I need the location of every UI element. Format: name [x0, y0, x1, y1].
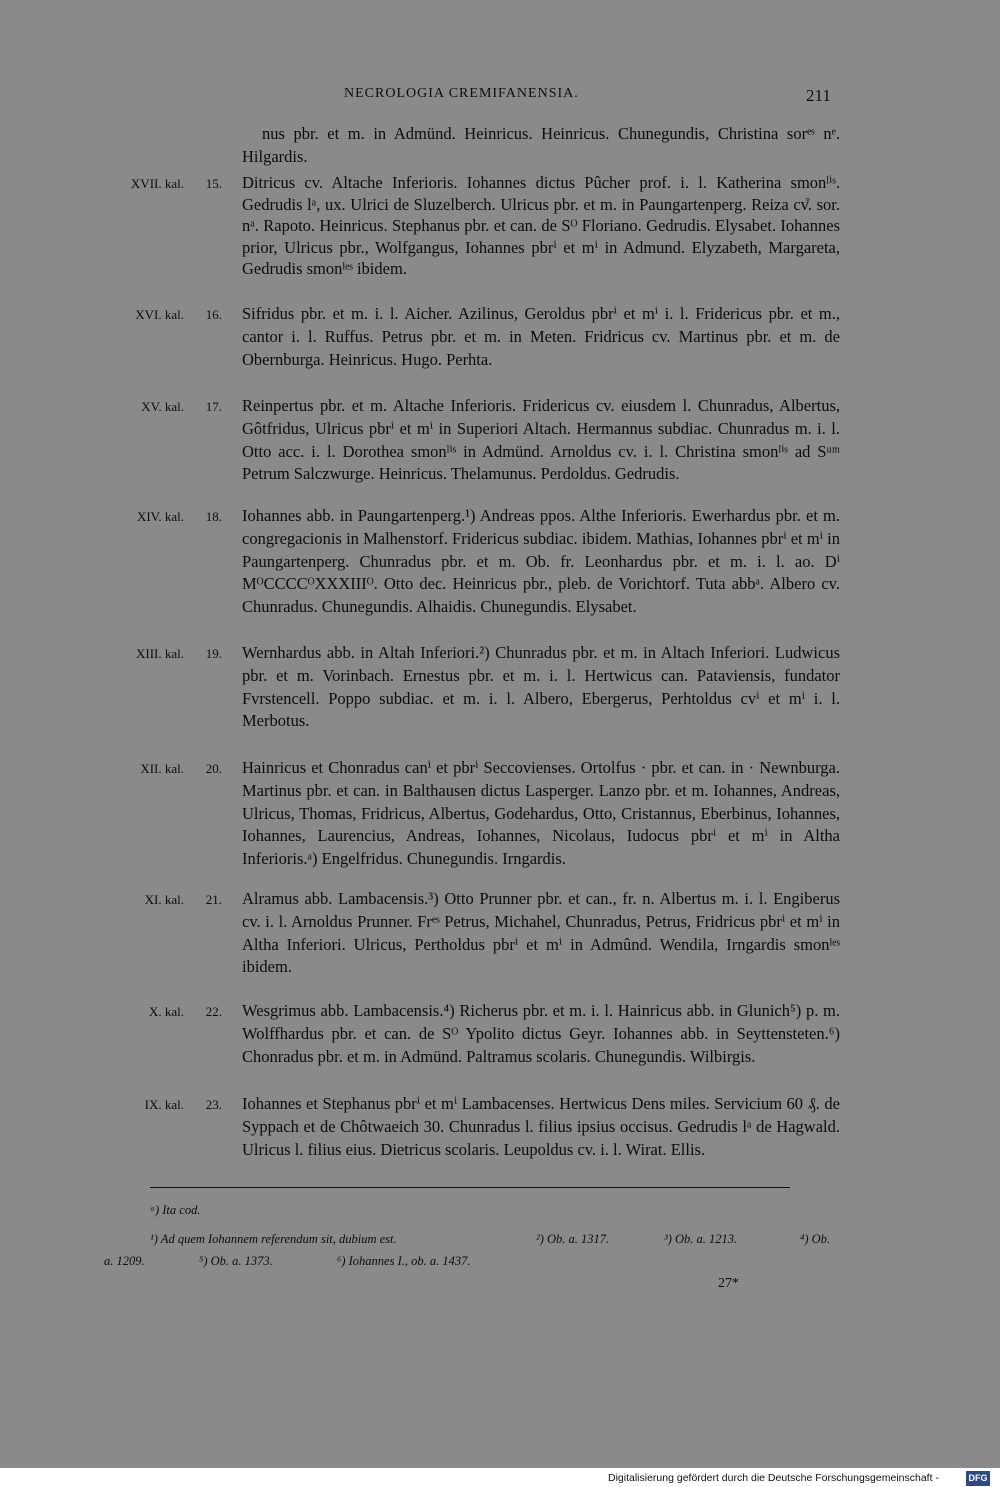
- entry-day: 22.: [205, 1004, 222, 1019]
- entry-text: Iohannes abb. in Paungartenperg.¹) Andreas ppos. Althe Inferioris. Ewerhardus pbr. et m. congregacionis in Malhenstorf. Fridericus subdiac. ibidem. Mathias, Iohannes pbrⁱ et mⁱ in Paungartenperg. Chunradus pbr. et m. Ob. fr. Leonhardus pbr. et m. i. l. ao. Dⁱ MᴼCCCCᴼXXXIIIᴼ. Otto dec. Heinricus pbr., pleb. de Vorichtorf. Tuta abbᵃ. Albero cv. Chunradus. Chunegundis. Alhaidis. Chunegundis. Elysabet.: [242, 506, 840, 617]
- entry-date: XVI. kal.: [135, 307, 184, 322]
- entry-day: 20.: [205, 761, 222, 776]
- entry-date: IX. kal.: [144, 1097, 184, 1112]
- entry-text: Iohannes et Stephanus pbrⁱ et mⁱ Lambacenses. Hertwicus Dens miles. Servicium 60 ₰. de Syppach et de Chôtwaeich 30. Chunradus l. filius ipsius occisus. Gedrudis lᵃ de Hagwald. Ulricus l. filius eius. Dietricus scolaris. Leupoldus cv. i. l. Wirat. Ellis.: [242, 1094, 840, 1159]
- entry-day: 19.: [205, 646, 222, 661]
- entry-text: Ditricus cv. Altache Inferioris. Iohannes dictus Pûcher prof. i. l. Katherina smonˡⁱˢ. Gedrudis lᵃ, ux. Ulrici de Sluzelberch. Ulricus pbr. et m. in Paungartenperg. Reiza cv̊. sor. nᵃ. Rapoto. Heinricus. Stephanus pbr. et can. de Sᴼ Floriano. Gedrudis. Elysabet. Iohannes prior, Ulricus pbr., Wolfgangus, Iohannes pbrⁱ et mⁱ in Admund. Elyzabeth, Margareta, Gedrudis smonˡᵉˢ ibidem.: [242, 173, 840, 278]
- footnote-6: ⁶) Iohannes I., ob. a. 1437.: [337, 1254, 471, 1268]
- footnote-2: ²) Ob. a. 1317.: [536, 1232, 610, 1246]
- entry-text: Reinpertus pbr. et m. Altache Inferioris. Fridericus cv. eiusdem l. Chunradus, Albertus, Gôtfridus, Ulricus pbrⁱ et mⁱ in Superiori Altach. Hermannus subdiac. Chunradus m. i. l. Otto acc. i. l. Dorothea smonˡⁱˢ in Admünd. Arnoldus cv. i. l. Christina smonˡⁱˢ ad Sᵘᵐ Petrum Salczwurge. Heinricus. Thelamunus. Perdoldus. Gedrudis.: [242, 396, 840, 484]
- dfg-logo-icon: DFG: [966, 1471, 990, 1486]
- dfg-credit-text: Digitalisierung gefördert durch die Deutsche Forschungsgemeinschaft -: [608, 1472, 939, 1484]
- entry-date: XV. kal.: [141, 399, 184, 414]
- footnote-4-end: a. 1209.: [104, 1254, 145, 1268]
- footnote-4-start: ⁴) Ob.: [800, 1232, 831, 1246]
- entry-day: 15.: [205, 176, 222, 191]
- entry-day: 16.: [205, 307, 222, 322]
- entry-day: 23.: [205, 1097, 222, 1112]
- footnote-a: ᵃ) Ita cod.: [150, 1203, 201, 1217]
- entry-date: XI. kal.: [144, 892, 184, 907]
- footnote-3: ³) Ob. a. 1213.: [664, 1232, 738, 1246]
- footnote-5: ⁵) Ob. a. 1373.: [199, 1254, 273, 1268]
- entry-text: Alramus abb. Lambacensis.³) Otto Prunner pbr. et can., fr. n. Albertus m. i. l. Engiberus cv. i. l. Arnoldus Prunner. Frᵉˢ Petrus, Michahel, Chunradus, Petrus, Fridricus pbrⁱ et mⁱ in Altha Inferiori. Ulricus, Pertholdus pbrⁱ et mⁱ in Admûnd. Wendila, Irngardis smonˡᵉˢ ibidem.: [242, 889, 840, 977]
- entry-date: XII. kal.: [140, 761, 184, 776]
- entry-text: nus pbr. et m. in Admünd. Heinricus. Heinricus. Chunegundis, Christina sorᵉˢ nᵉ. Hilgardis.: [242, 124, 840, 166]
- footnote-rule: [150, 1187, 790, 1188]
- entry-text: Wesgrimus abb. Lambacensis.⁴) Richerus pbr. et m. i. l. Hainricus abb. in Glunich⁵) p. m. Wolffhardus pbr. et can. de Sᴼ Ypolito dictus Geyr. Iohannes abb. in Seyttensteten.⁶) Chonradus pbr. et m. in Admünd. Paltramus scolaris. Chunegundis. Wilbirgis.: [242, 1001, 840, 1066]
- entry-date: X. kal.: [148, 1004, 184, 1019]
- page-number: 211: [806, 86, 831, 105]
- entry-date: XIII. kal.: [135, 646, 184, 661]
- entry-text: Wernhardus abb. in Altah Inferiori.²) Chunradus pbr. et m. in Altach Inferiori. Ludwicus pbr. et m. Vorinbach. Ernestus pbr. et m. i. l. Hertwicus can. Pataviensis, fundator Fvrstencell. Poppo subdiac. et m. i. l. Albero, Ebergerus, Perhtoldus cvⁱ et mⁱ i. l. Merbotus.: [242, 643, 840, 731]
- entry-day: 18.: [205, 509, 222, 524]
- entry-day: 17.: [205, 399, 222, 414]
- entry-date: XIV. kal.: [136, 509, 184, 524]
- entry-text: Hainricus et Chonradus canⁱ et pbrⁱ Seccovienses. Ortolfus · pbr. et can. in · Newnburga. Martinus pbr. et can. in Balthausen dictus Lasperger. Lanzo pbr. et m. Iohannes, Andreas, Ulricus, Thomas, Fridricus, Albertus, Godehardus, Otto, Cristannus, Eberbinus, Iohannes, Iohannes, Laurencius, Andreas, Iohannes, Nicolaus, Iudocus pbrⁱ et mⁱ in Altha Inferioris.ᵃ) Engelfridus. Chunegundis. Irngardis.: [242, 758, 840, 869]
- entry-text: Sifridus pbr. et m. i. l. Aicher. Azilinus, Geroldus pbrⁱ et mⁱ i. l. Fridericus pbr. et m., cantor i. l. Ruffus. Petrus pbr. et m. in Meten. Fridricus cv. Martinus pbr. et m. de Obernburga. Heinricus. Hugo. Perhta.: [242, 304, 840, 369]
- signature-mark: 27*: [718, 1276, 739, 1291]
- running-head: NECROLOGIA CREMIFANENSIA.: [344, 86, 579, 101]
- entry-day: 21.: [205, 892, 222, 907]
- entry-date: XVII. kal.: [130, 176, 184, 191]
- footnote-1: ¹) Ad quem Iohannem referendum sit, dubium est.: [150, 1232, 397, 1246]
